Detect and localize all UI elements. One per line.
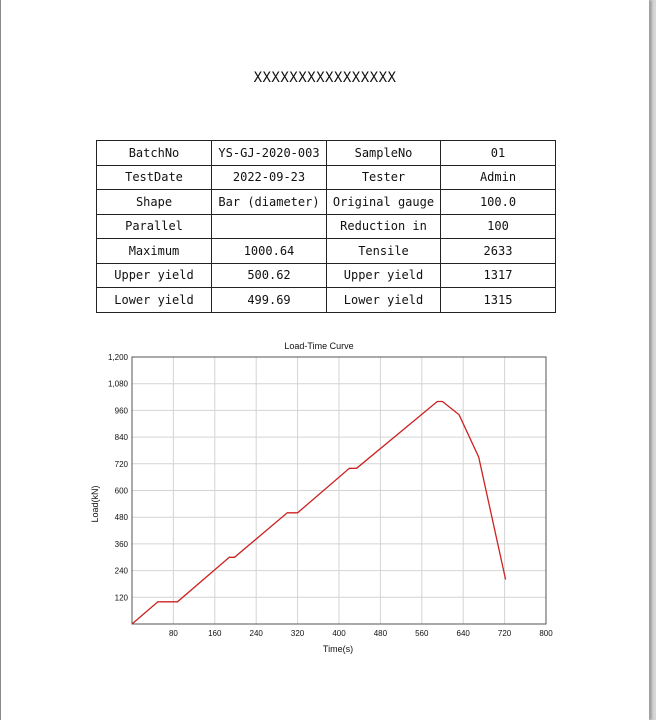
- y-tick-label: 960: [114, 406, 128, 416]
- x-tick-label: 320: [290, 629, 305, 638]
- table-cell: BatchNo: [97, 141, 212, 166]
- table-cell: Tester: [327, 165, 441, 190]
- x-axis-label: Time(s): [322, 644, 354, 654]
- test-info-table: [96, 140, 556, 313]
- table-row: [97, 288, 556, 313]
- table-cell: Reduction in: [327, 214, 441, 239]
- chart-title: Load-Time Curve: [284, 341, 354, 351]
- y-tick-label: 840: [114, 433, 128, 443]
- table-cell: Maximum: [97, 239, 212, 264]
- table-cell: TestDate: [97, 165, 212, 190]
- x-tick-label: 160: [208, 629, 222, 638]
- y-tick-label: 1,200: [107, 353, 128, 362]
- x-tick-label: 400: [332, 629, 346, 638]
- y-tick-label: 1,080: [107, 379, 128, 389]
- table-cell: 499.69: [212, 288, 327, 313]
- table-cell: Shape: [97, 190, 212, 215]
- table-cell: Original gauge: [327, 190, 441, 215]
- table-cell: Tensile: [327, 239, 441, 264]
- table-cell: 100: [441, 214, 556, 239]
- table-cell: Lower yield: [327, 288, 441, 313]
- y-tick-label: 480: [114, 513, 128, 523]
- y-tick-label: 120: [114, 593, 128, 603]
- x-tick-label: 720: [497, 629, 512, 638]
- document-title: XXXXXXXXXXXXXXXX: [253, 70, 397, 86]
- y-tick-label: 600: [114, 486, 128, 496]
- table-row: [97, 214, 556, 239]
- table-row: [97, 239, 556, 264]
- table-cell: YS-GJ-2020-003: [212, 141, 327, 166]
- table-row: [97, 190, 556, 215]
- table-cell: [212, 214, 327, 239]
- table-row: [97, 141, 556, 166]
- table-cell: Admin: [441, 165, 556, 190]
- table-row: [97, 165, 556, 190]
- table-cell: Upper yield: [97, 263, 212, 288]
- table-cell: 2633: [441, 239, 556, 264]
- table-cell: 01: [441, 141, 556, 166]
- x-tick-label: 640: [456, 629, 470, 638]
- table-cell: SampleNo: [327, 141, 441, 166]
- table-cell: 1317: [441, 263, 556, 288]
- table-cell: 2022-09-23: [212, 165, 327, 190]
- table-cell: 500.62: [212, 263, 327, 288]
- table-cell: 100.0: [441, 190, 556, 215]
- x-tick-label: 800: [539, 629, 553, 638]
- table-cell: 1000.64: [212, 239, 327, 264]
- y-tick-label: 360: [114, 539, 128, 549]
- table-cell: Bar (diameter): [212, 190, 327, 215]
- load-time-chart: [83, 336, 573, 666]
- x-tick-label: 560: [415, 629, 429, 638]
- table-cell: 1315: [441, 288, 556, 313]
- y-tick-label: 240: [114, 566, 128, 576]
- table-row: [97, 263, 556, 288]
- x-tick-label: 480: [373, 629, 388, 638]
- table-cell: Lower yield: [97, 288, 212, 313]
- table-cell: Upper yield: [327, 263, 441, 288]
- x-tick-label: 80: [168, 629, 178, 638]
- y-axis-label: Load(kN): [90, 485, 100, 523]
- table-cell: Parallel: [97, 214, 212, 239]
- y-tick-label: 720: [114, 459, 128, 469]
- x-tick-label: 240: [249, 629, 263, 638]
